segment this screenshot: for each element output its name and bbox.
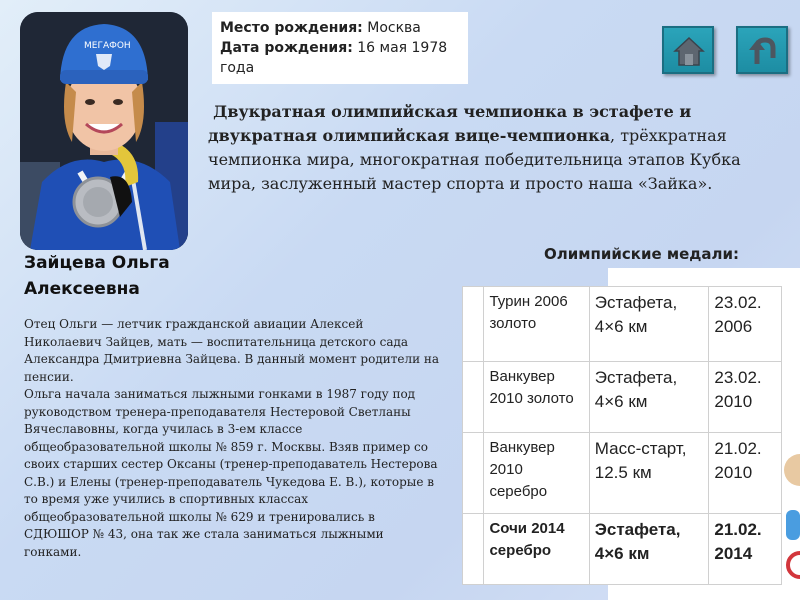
birthdate-value: 16 мая 1978 года [220,40,448,76]
family-paragraph-2: Ольга начала заниматься лыжными гонками в 1987 году под руководством тренера-преподавателя Нестеровой Светланы Вячеславовны, когда училась в 3-ем классе общеобразовательной школы № 859 г. Москвы. Взяв пример со своих старших сестер Оксаны (тренер-преподаватель Нестерова С.В.) и Елены (тренер-преподаватель Чукедова Е. В.), которые в то время уже учились в спортивных классах общеобразовательной школы № 629 и тренировались в СДЮШОР № 43, она так же стала заниматься лыжными гонками. [24,387,438,559]
date-cell: 23.02. 2010 [709,362,782,433]
date-cell: 23.02. 2006 [709,287,782,362]
event-cell: Эстафета, 4×6 км [589,362,709,433]
birthplace-value: Москва [367,20,421,36]
birthdate-label: Дата рождения: [220,40,353,56]
name-line-2: Алексеевна [24,279,140,299]
return-arrow-icon [746,34,780,68]
home-button[interactable] [662,26,714,74]
back-button[interactable] [736,26,788,74]
bio-summary [208,100,748,196]
personal-info-box [212,12,468,84]
birthplace-label: Место рождения: [220,20,363,36]
medals-table [462,286,782,585]
games-cell: Турин 2006 золото [484,287,589,362]
table-row [463,433,782,514]
bio-bold: Двукратная олимпийская чемпионка в эстафете и двукратная олимпийская вице-чемпионка [208,102,692,145]
date-cell: 21.02. 2014 [709,514,782,585]
games-cell: Сочи 2014 серебро [484,514,589,585]
date-cell: 21.02. 2010 [709,433,782,514]
svg-text:МЕГАФОН: МЕГАФОН [84,41,131,51]
athlete-photo [20,12,188,250]
table-row [463,362,782,433]
athlete-name [24,250,214,302]
birthdate-row [220,38,460,78]
table-row [463,514,782,585]
name-line-1: Зайцева Ольга [24,253,170,273]
event-cell: Эстафета, 4×6 км [589,287,709,362]
bio-normal: , трёхкратная чемпионка мира, многократная победительница этапов Кубка мира, заслуженный мастер спорта и просто наша «Зайка». [208,126,741,193]
home-icon [672,34,706,68]
games-cell: Ванкувер 2010 серебро [484,433,589,514]
family-paragraph-1: Отец Ольги — летчик гражданской авиации Алексей Николаевич Зайцев, мать — воспитательница детского сада Александра Дмитриевна Зайцева. В данный момент родители на пенсии. [24,317,440,384]
family-bio [24,316,442,561]
birthplace-row [220,18,460,38]
table-row [463,287,782,362]
games-cell: Ванкувер 2010 золото [484,362,589,433]
medals-title: Олимпийские медали: [544,245,740,263]
event-cell: Эстафета, 4×6 км [589,514,709,585]
event-cell: Масс-старт, 12.5 км [589,433,709,514]
